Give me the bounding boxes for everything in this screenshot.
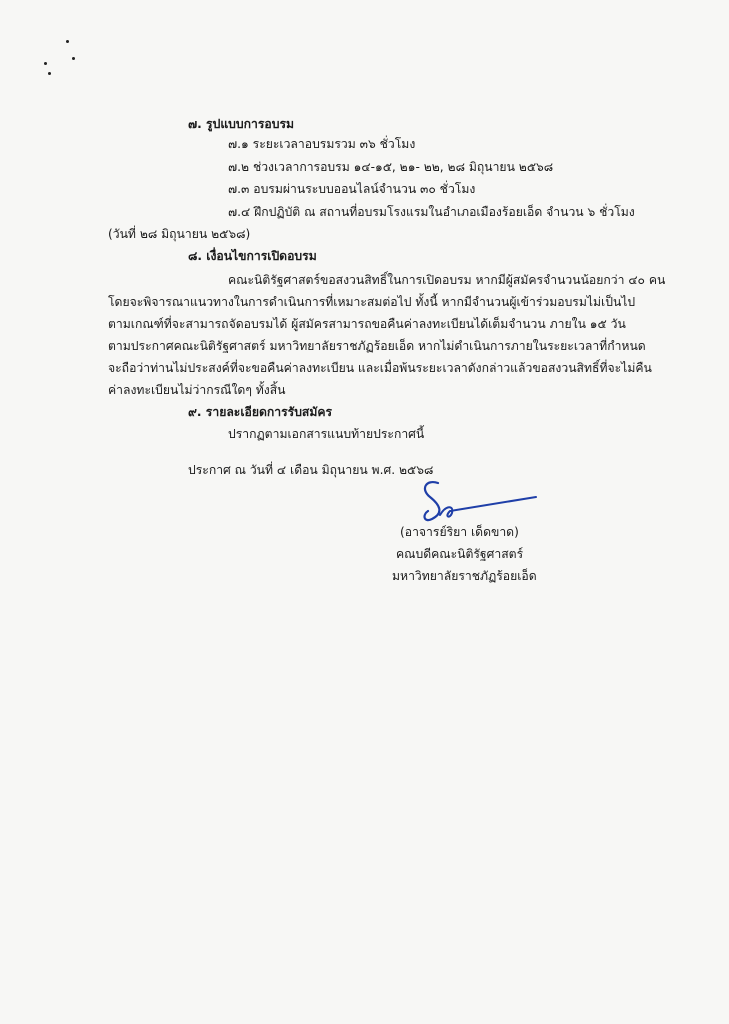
section-7-item: ๗.๑ ระยะเวลาอบรมรวม ๓๖ ชั่วโมง (228, 137, 416, 151)
section-8-heading: ๘. เงื่อนไขการเปิดอบรม (188, 249, 317, 263)
section-7-item-continued: (วันที่ ๒๘ มิถุนายน ๒๕๖๘) (108, 227, 251, 241)
signatory-position: คณบดีคณะนิติรัฐศาสตร์ (396, 547, 524, 561)
section-8-line: คณะนิติรัฐศาสตร์ขอสงวนสิทธิ์ในการเปิดอบรม หากมีผู้สมัครจำนวนน้อยกว่า ๔๐ คน (228, 273, 666, 287)
section-8-line: โดยจะพิจารณาแนวทางในการดำเนินการที่เหมาะสมต่อไป ทั้งนี้ หากมีจำนวนผู้เข้าร่วมอบรมไม่เป็นไป (108, 295, 636, 309)
announcement-date: ประกาศ ณ วันที่ ๔ เดือน มิถุนายน พ.ศ. ๒๕๖๘ (188, 463, 434, 477)
section-7-item: ๗.๓ อบรมผ่านระบบออนไลน์จำนวน ๓๐ ชั่วโมง (228, 182, 476, 196)
section-9-heading: ๙. รายละเอียดการรับสมัคร (188, 405, 333, 419)
section-8-line: ตามเกณฑ์ที่จะสามารถจัดอบรมได้ ผู้สมัครสามารถขอคืนค่าลงทะเบียนได้เต็มจำนวน ภายใน ๑๕ วัน (108, 317, 626, 331)
section-7-item: ๗.๔ ฝึกปฏิบัติ ณ สถานที่อบรมโรงแรมในอำเภอเมืองร้อยเอ็ด จำนวน ๖ ชั่วโมง (228, 205, 635, 219)
section-9-text: ปรากฏตามเอกสารแนบท้ายประกาศนี้ (228, 427, 425, 441)
section-8-line: ค่าลงทะเบียนไม่ว่ากรณีใดๆ ทั้งสิ้น (108, 383, 286, 397)
section-7-heading: ๗. รูปแบบการอบรม (188, 117, 295, 131)
signatory-organization: มหาวิทยาลัยราชภัฏร้อยเอ็ด (392, 569, 537, 583)
section-8-line: ตามประกาศคณะนิติรัฐศาสตร์ มหาวิทยาลัยราชภัฏร้อยเอ็ด หากไม่ดำเนินการภายในระยะเวลาที่กำหนด (108, 339, 646, 353)
section-8-line: จะถือว่าท่านไม่ประสงค์ที่จะขอคืนค่าลงทะเบียน และเมื่อพ้นระยะเวลาดังกล่าวแล้วขอสงวนสิทธิ์ที่จะไม่คืน (108, 361, 652, 375)
signatory-name: (อาจารย์ริยา เด็ดขาด) (400, 525, 519, 539)
section-7-item: ๗.๒ ช่วงเวลาการอบรม ๑๔-๑๕, ๒๑- ๒๒, ๒๘ มิถุนายน ๒๕๖๘ (228, 160, 554, 174)
